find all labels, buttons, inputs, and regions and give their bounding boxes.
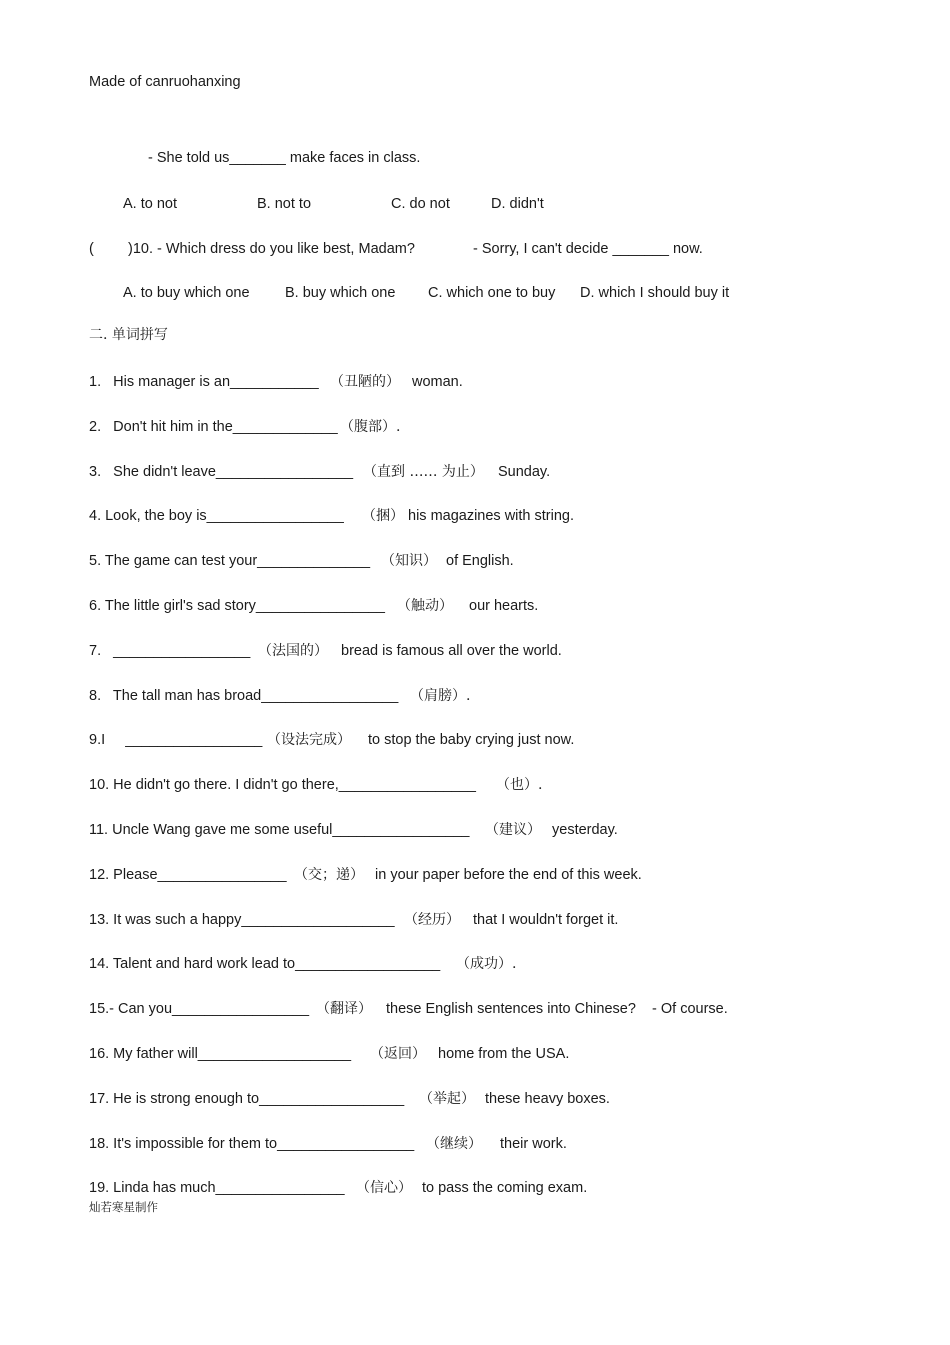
spelling-item-19-text: 19. Linda has much________________	[89, 1180, 345, 1196]
question-10-option-d: D. which I should buy it	[580, 285, 730, 301]
spelling-item-13-tail: that I wouldn't forget it.	[473, 912, 619, 928]
spelling-item-9-text: 9.I _________________	[89, 732, 263, 748]
spelling-item-4-hint: （捆）	[362, 508, 404, 524]
spelling-item-12-text: 12. Please________________	[89, 867, 287, 883]
spelling-item-3-text: 3. She didn't leave_________________	[89, 464, 354, 480]
spelling-item-7-text: 7. _________________	[89, 643, 251, 659]
spelling-item-2-text: 2. Don't hit him in the_____________	[89, 419, 338, 435]
spelling-item-2-hint: （腹部）.	[340, 419, 401, 435]
spelling-item-14-hint: （成功）.	[456, 956, 517, 972]
spelling-item-7-tail: bread is famous all over the world.	[341, 643, 562, 659]
spelling-item-17-text: 17. He is strong enough to__________________	[89, 1091, 405, 1107]
spelling-item-11-hint: （建议）	[485, 822, 541, 838]
spelling-item-9-tail: to stop the baby crying just now.	[368, 732, 575, 748]
section-2-title: 二. 单词拼写	[89, 327, 168, 343]
spelling-item-14-text: 14. Talent and hard work lead to__________________	[89, 956, 441, 972]
spelling-item-4-text: 4. Look, the boy is_________________	[89, 508, 344, 524]
question-9-stem: - She told us_______ make faces in class.	[148, 150, 421, 166]
question-10-stem: )10. - Which dress do you like best, Madam?	[128, 241, 415, 257]
spelling-item-16-text: 16. My father will___________________	[89, 1046, 352, 1062]
spelling-item-6-text: 6. The little girl's sad story________________	[89, 598, 385, 614]
question-10-reply: - Sorry, I can't decide _______ now.	[473, 241, 703, 257]
spelling-item-9-hint: （设法完成）	[267, 732, 351, 748]
spelling-item-8-text: 8. The tall man has broad_________________	[89, 688, 399, 704]
spelling-item-17-tail: these heavy boxes.	[485, 1091, 610, 1107]
spelling-item-18-text: 18. It's impossible for them to_________________	[89, 1136, 415, 1152]
spelling-item-13-text: 13. It was such a happy___________________	[89, 912, 395, 928]
spelling-item-11-tail: yesterday.	[552, 822, 618, 838]
question-9-option-d: D. didn't	[491, 196, 544, 212]
question-9-option-a: A. to not	[123, 196, 178, 212]
spelling-item-10-hint: （也）.	[496, 777, 543, 793]
spelling-item-6-hint: （触动）	[397, 598, 453, 614]
spelling-item-3-tail: Sunday.	[498, 464, 551, 480]
spelling-item-12-tail: in your paper before the end of this week.	[375, 867, 642, 883]
spelling-item-19-tail: to pass the coming exam.	[422, 1180, 588, 1196]
spelling-item-16-hint: （返回）	[370, 1046, 426, 1062]
spelling-item-5-hint: （知识）	[381, 553, 437, 569]
spelling-item-5-text: 5. The game can test your______________	[89, 553, 371, 569]
spelling-item-19-hint: （信心）	[356, 1180, 412, 1196]
question-9-option-b: B. not to	[257, 196, 312, 212]
spelling-item-1-tail: woman.	[412, 374, 463, 390]
spelling-item-10-text: 10. He didn't go there. I didn't go there,_________________	[89, 777, 476, 793]
spelling-item-5-tail: of English.	[446, 553, 514, 569]
spelling-item-18-tail: their work.	[500, 1136, 567, 1152]
spelling-item-7-hint: （法国的）	[258, 643, 328, 659]
spelling-item-16-tail: home from the USA.	[438, 1046, 570, 1062]
spelling-item-15-tail: these English sentences into Chinese? - Of course.	[386, 1001, 728, 1017]
spelling-item-15-hint: （翻译）	[316, 1001, 372, 1017]
spelling-item-18-hint: （继续）	[426, 1136, 482, 1152]
spelling-item-11-text: 11. Uncle Wang gave me some useful_________________	[89, 822, 470, 838]
spelling-item-1-hint: （丑陋的）	[330, 374, 400, 390]
page-footer: 灿若寒星制作	[89, 1200, 158, 1214]
spelling-item-17-hint: （举起）	[419, 1091, 475, 1107]
spelling-item-3-hint: （直到 …… 为止）	[363, 464, 484, 480]
spelling-item-4-tail: his magazines with string.	[408, 508, 575, 524]
spelling-item-8-hint: （肩膀）.	[410, 688, 471, 704]
spelling-item-12-hint: （交；递）	[294, 867, 364, 883]
spelling-item-1-text: 1. His manager is an___________	[89, 374, 319, 390]
question-10-option-b: B. buy which one	[285, 285, 396, 301]
question-10-option-a: A. to buy which one	[123, 285, 250, 301]
spelling-item-6-tail: our hearts.	[469, 598, 539, 614]
question-9-option-c: C. do not	[391, 196, 450, 212]
question-10-answer-paren: (	[89, 241, 94, 257]
question-10-option-c: C. which one to buy	[428, 285, 556, 301]
spelling-item-15-text: 15.- Can you_________________	[89, 1001, 310, 1017]
page-header: Made of canruohanxing	[89, 74, 241, 90]
spelling-item-13-hint: （经历）	[404, 912, 460, 928]
